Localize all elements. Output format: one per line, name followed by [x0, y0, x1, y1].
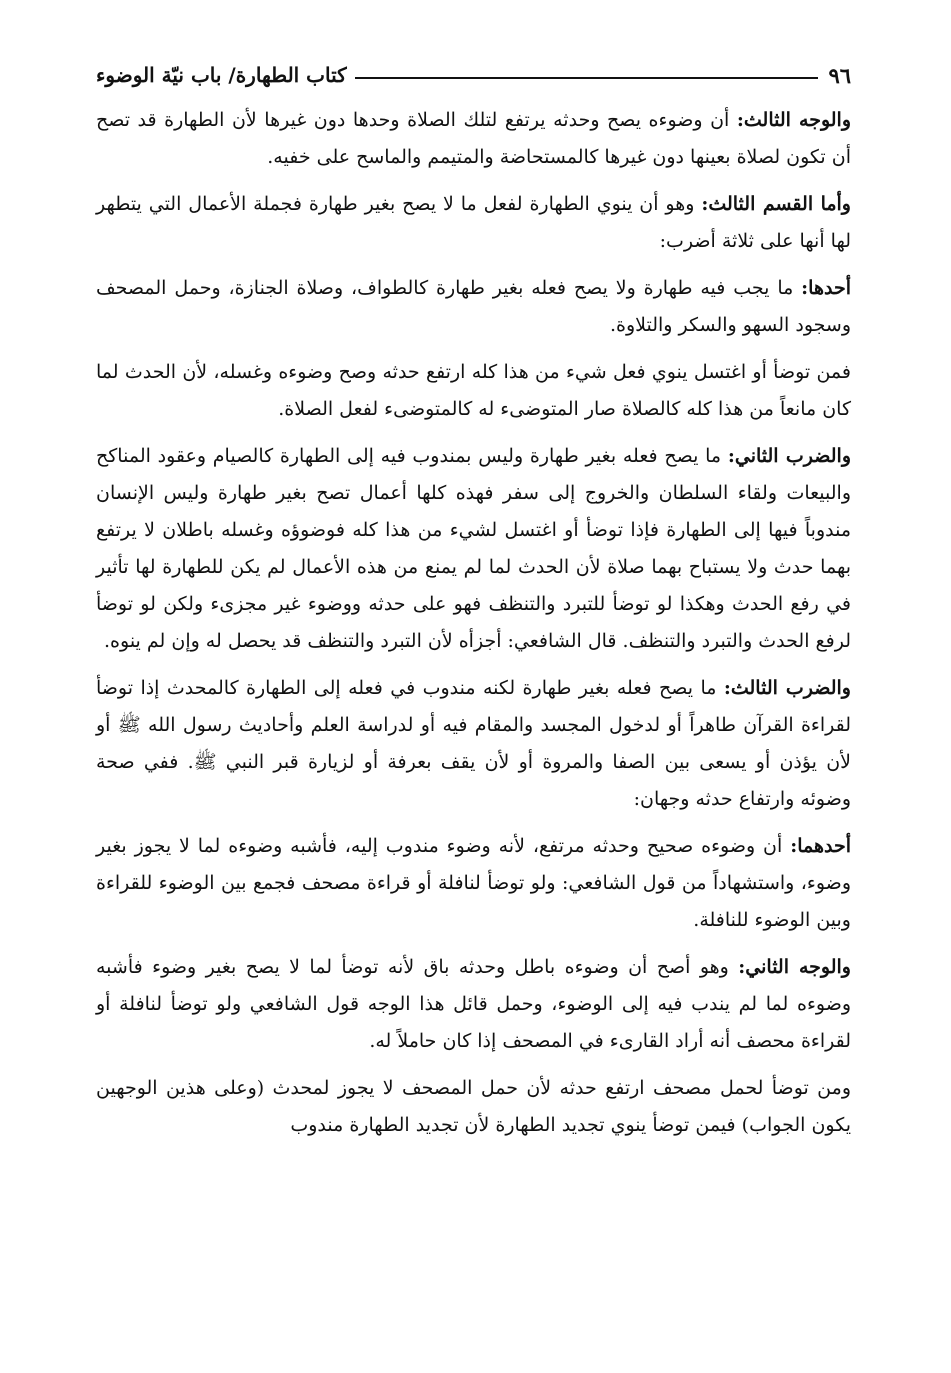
paragraph-text: ما يجب فيه طهارة ولا يصح فعله بغير طهارة كالطواف، وصلاة الجنازة، وحمل المصحف وسجود السهو والسكر والتلاوة. — [96, 277, 851, 336]
paragraph — [96, 354, 851, 428]
paragraph-text: ومن توضأ لحمل مصحف ارتفع حدثه لأن حمل المصحف لا يجوز لمحدث (وعلى هذين الوجهين يكون الجواب) فيمن توضأ ينوي تجديد الطهارة لأن تجديد الطهارة مندوب — [96, 1077, 851, 1136]
paragraph — [96, 438, 851, 660]
paragraph-heading: والضرب الثاني: — [727, 445, 852, 467]
paragraph-heading: والضرب الثالث: — [723, 677, 851, 699]
paragraph-heading: أحدها: — [801, 277, 851, 299]
paragraph-text: فمن توضأ أو اغتسل ينوي فعل شيء من هذا كله ارتفع حدثه وصح وضوءه وغسله، لأن الحدث لما كان مانعاً من هذا كله كالصلاة صار المتوضىء له كالمتوضىء لفعل الصلاة. — [96, 361, 851, 420]
header-rule — [355, 77, 819, 79]
paragraph-text: ما يصح فعله بغير طهارة وليس بمندوب فيه إلى الطهارة كالصيام وعقود المناكح والبيعات ولقاء السلطان والخروج إلى سفر فهذه كلها أعمال تصح بغير طهارة وليس الإنسان مندوباً فيها إلى الطهارة فإذا توضأ أو اغتسل لشيء من هذا كله فوضوؤه وغسله باطلان لا يرتفع بهما حدث ولا يستباح بهما صلاة لأن الحدث لما لم يمنع من هذه الأعمال لم يكن للطهارة لها تأثير في رفع الحدث وهكذا لو توضأ للتبرد والتنظف فهو على حدثه ووضوء غير مجزىء ولكن لو توضأ لرفع الحدث والتبرد والتنظف. قال الشافعي: أجزأه لأن التبرد والتنظف قد يحصل له وإن لم ينوه. — [96, 445, 851, 652]
paragraph — [96, 186, 851, 260]
paragraph — [96, 670, 851, 818]
paragraph-text: وهو أصح أن وضوءه باطل وحدثه باق لأنه توضأ لما لا يصح بغير وضوء فأشبه وضوءه لما لم يندب فيه إلى الوضوء، وحمل قائل هذا الوجه قول الشافعي ولو توضأ لنافلة أو لقراءة محصف أنه أراد القارىء في المصحف إذا كان حاملاً له. — [96, 956, 851, 1052]
paragraph-heading: والوجه الثالث: — [736, 109, 851, 131]
paragraph — [96, 828, 851, 939]
paragraph-heading: أحدهما: — [790, 835, 851, 857]
paragraph-text: ما يصح فعله بغير طهارة لكنه مندوب في فعله إلى الطهارة كالمحدث إذا توضأ لقراءة القرآن طاهراً أو لدخول المجسد والمقام فيه أو لدراسة العلم وأحاديث رسول الله ﷺ أو لأن يؤذن أو يسعى بين الصفا والمروة أو لأن يقف بعرفة أو لزيارة قبر النبي ﷺ. ففي صحة وضوئه وارتفاع حدثه وجهان: — [96, 677, 851, 810]
paragraph — [96, 102, 851, 176]
paragraph — [96, 270, 851, 344]
paragraph-text: أن وضوءه صحيح وحدثه مرتفع، لأنه وضوء مندوب إليه، فأشبه وضوءه لما لا يجوز بغير وضوء، واستشهاداً من قول الشافعي: ولو توضأ لنافلة أو قراءة مصحف فجمع بين الوضوء للقراءة وبين الوضوء للنافلة. — [96, 835, 851, 931]
paragraph-heading: وأما القسم الثالث: — [701, 193, 851, 215]
paragraph-heading: والوجه الثاني: — [738, 956, 851, 978]
paragraph-text: أن وضوءه يصح وحدثه يرتفع لتلك الصلاة وحدها دون غيرها لأن الطهارة قد تصح أن تكون لصلاة بعينها دون غيرها كالمستحاضة والمتيمم والماسح على خفيه. — [96, 109, 851, 168]
page-number: ٩٦ — [828, 62, 851, 88]
body-text — [96, 102, 851, 1144]
paragraph — [96, 949, 851, 1060]
running-title: كتاب الطهارة/ باب نيّة الوضوء — [96, 63, 347, 87]
page-header — [96, 58, 851, 92]
paragraph-text: وهو أن ينوي الطهارة لفعل ما لا يصح بغير طهارة فجملة الأعمال التي يتطهر لها أنها على ثلاثة أضرب: — [96, 193, 851, 252]
paragraph — [96, 1070, 851, 1144]
